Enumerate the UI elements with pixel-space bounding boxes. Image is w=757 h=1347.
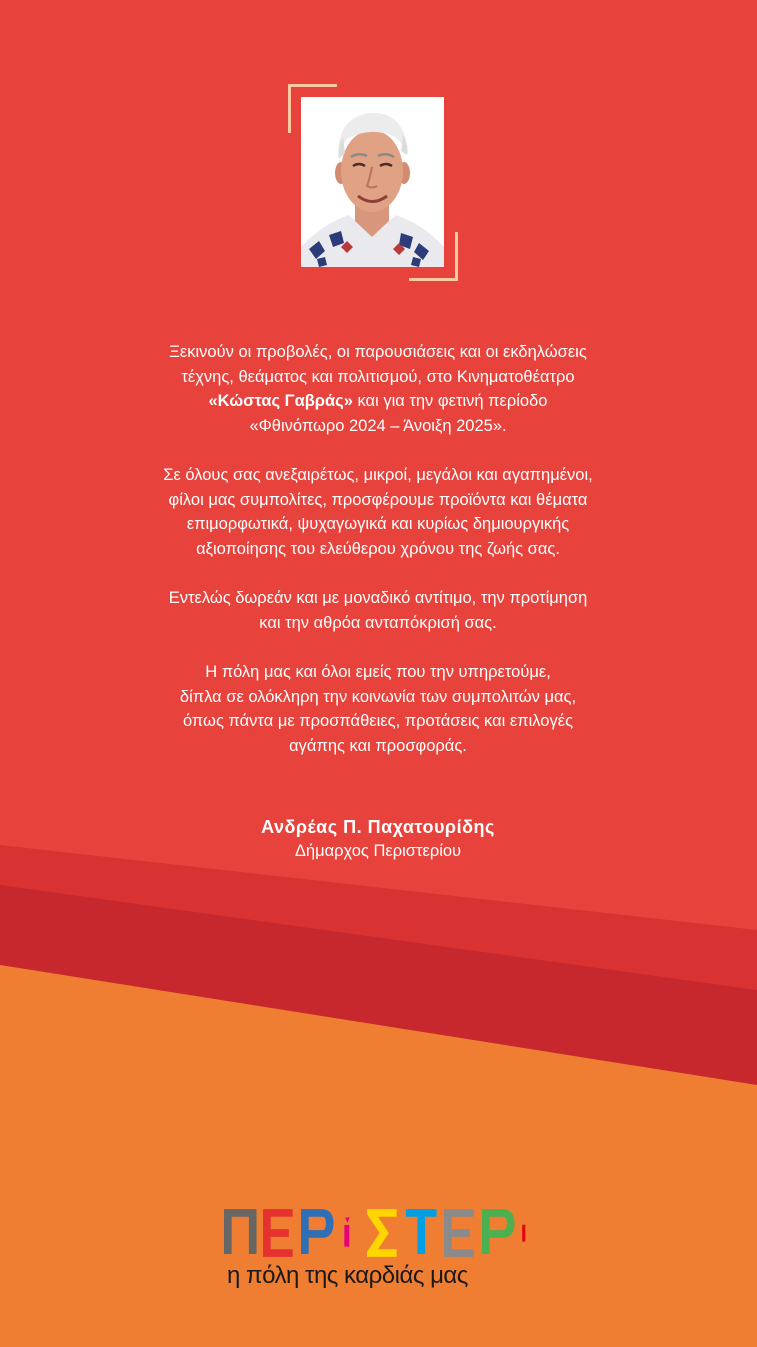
signature-block [78,815,678,863]
logo-letter-iota-accented [340,1208,361,1258]
text-line: και την αθρόα ανταπόκρισή σας. [259,613,497,632]
mayor-name: Ανδρέας Π. Παχατουρίδης [261,817,495,837]
paragraph-2 [78,463,678,561]
logo-letter-epsilon [263,1208,296,1258]
text-line: αξιοποίησης του ελεύθερου χρόνου της ζωής σας. [196,539,560,558]
logo-tagline: η πόλη της καρδιάς μας [227,1262,468,1289]
paragraph-1 [78,340,678,438]
text-line: δίπλα σε ολόκληρη την κοινωνία των συμπολιτών μας, [179,687,577,706]
text-line: επιμορφωτικά, ψυχαγωγικά και κυρίως δημιουργικής [186,515,570,533]
paragraph-3 [78,586,678,635]
logo-letter-iota [521,1208,534,1258]
text-line: αγάπης και προσφοράς. [289,736,467,755]
logo-letter-rho [301,1208,334,1258]
mayor-letter [78,340,678,783]
logo-letter-rho-2 [482,1208,515,1258]
man-portrait-icon [301,97,444,267]
text-fragment: και για την φετινή περίοδο [352,392,548,410]
mayor-title: Δήμαρχος Περιστερίου [294,842,462,860]
text-line: όπως πάντα με προσπάθειες, προτάσεις και επιλογές [182,712,574,730]
logo-letter-epsilon-2 [444,1208,477,1258]
portrait-image [301,97,444,267]
logo-letter-tau [405,1208,438,1258]
text-line: τέχνης, θεάματος και πολιτισμού, στο Κινηματοθέατρο [181,367,575,386]
text-line: Η πόλη μας και όλοι εμείς που την υπηρετούμε, [205,663,551,681]
season-line: «Φθινόπωρο 2024 – Άνοιξη 2025». [249,416,507,435]
text-line [78,389,678,414]
paragraph-4 [78,660,678,758]
text-line: Ξεκινούν οι προβολές, οι παρουσιάσεις και οι εκδηλώσεις [169,343,587,361]
text-line: φίλοι μας συμπολίτες, προσφέρουμε προϊόντα και θέματα [168,490,588,509]
cinema-name: «Κώστας Γαβράς» [208,392,353,410]
text-line: Σε όλους σας ανεξαιρέτως, μικροί, μεγάλοι και αγαπημένοι, [163,466,593,484]
peristeri-logo [224,1208,534,1290]
portrait-frame [288,84,458,281]
text-line: Εντελώς δωρεάν και με μοναδικό αντίτιμο, την προτίμηση [168,589,588,607]
logo-wordmark [224,1208,534,1258]
logo-letter-pi [224,1208,257,1258]
logo-letter-sigma [367,1208,400,1258]
